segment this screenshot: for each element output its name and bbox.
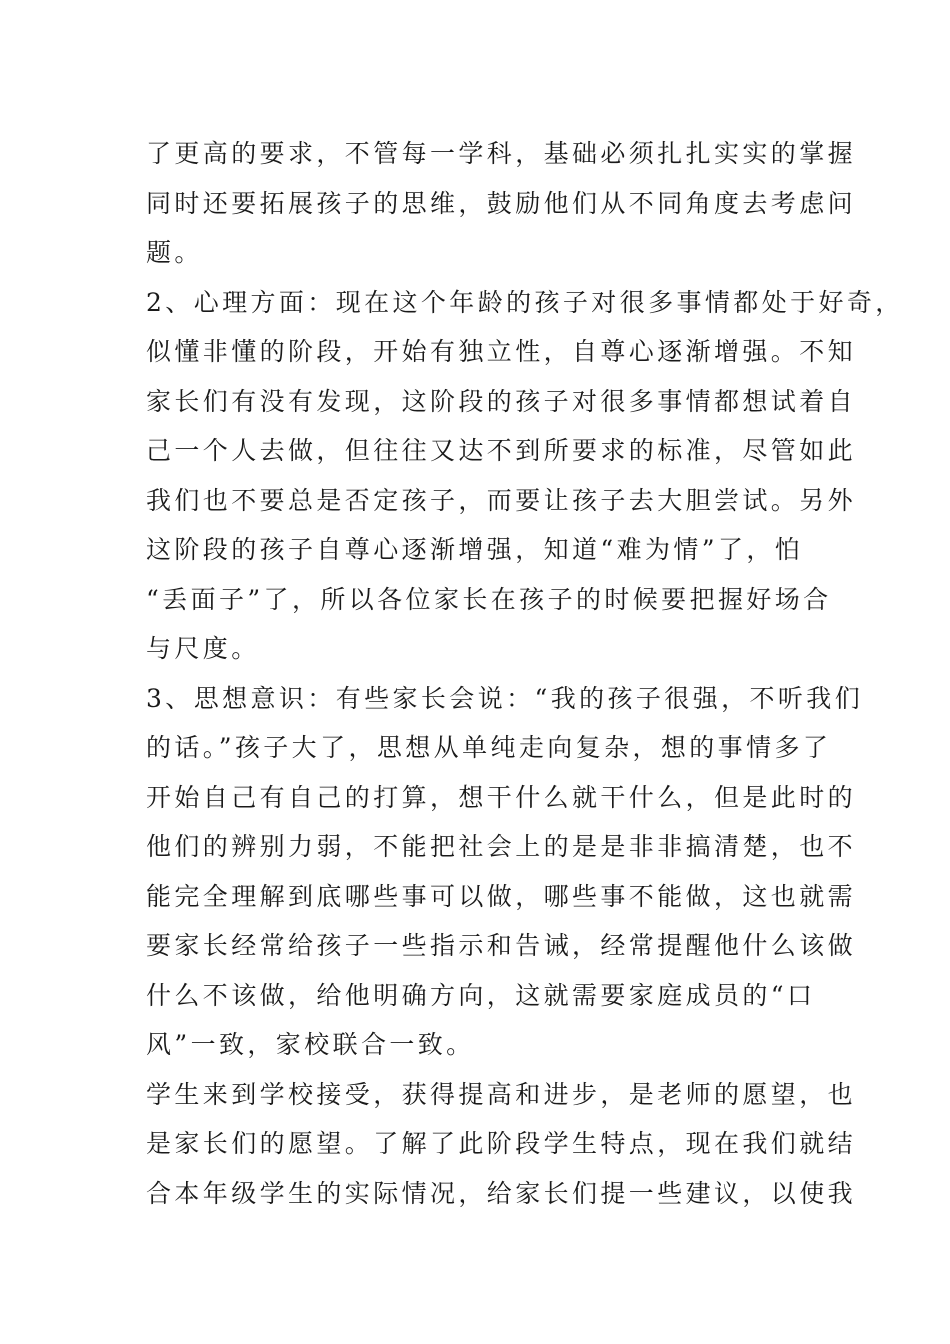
text-line: 什么不该做，给他明确方向，这就需要家庭成员的“口	[146, 980, 816, 1010]
text-line: 题。	[146, 238, 203, 267]
text-line: 我们也不要总是否定孩子，而要让孩子去大胆尝试。另外	[146, 485, 857, 515]
text-line: 的话。”孩子大了，思想从单纯走向复杂，想的事情多了	[146, 733, 832, 762]
text-line: 了更高的要求，不管每一学科，基础必须扎扎实实的掌握	[146, 139, 857, 168]
text-line: 3、思想意识：有些家长会说：“我的孩子很强，不听我们	[146, 683, 864, 713]
text-line: 学生来到学校接受，获得提高和进步，是老师的愿望，也	[146, 1079, 857, 1109]
text-line: 能完全理解到底哪些事可以做，哪些事不能做，这也就需	[146, 881, 857, 911]
text-line: 2、心理方面：现在这个年龄的孩子对很多事情都处于好奇，	[146, 287, 904, 317]
body-text	[146, 129, 904, 1218]
text-line: 风”一致，家校联合一致。	[146, 1030, 475, 1059]
text-line: 开始自己有自己的打算，想干什么就干什么，但是此时的	[146, 782, 857, 812]
text-line: 是家长们的愿望。了解了此阶段学生特点，现在我们就结	[146, 1129, 857, 1158]
text-line: 合本年级学生的实际情况，给家长们提一些建议，以使我	[146, 1178, 857, 1208]
text-line: “丢面子”了，所以各位家长在孩子的时候要把握好场合	[146, 584, 832, 614]
text-line: 家长们有没有发现，这阶段的孩子对很多事情都想试着自	[146, 386, 857, 416]
text-line: 同时还要拓展孩子的思维，鼓励他们从不同角度去考虑问	[146, 188, 857, 218]
text-line: 要家长经常给孩子一些指示和告诫，经常提醒他什么该做	[146, 931, 857, 960]
text-line: 与尺度。	[146, 634, 260, 663]
text-line: 似懂非懂的阶段，开始有独立性，自尊心逐渐增强。不知	[146, 337, 857, 366]
text-line: 这阶段的孩子自尊心逐渐增强，知道“难为情”了，怕	[146, 535, 804, 564]
text-line: 己一个人去做，但往往又达不到所要求的标准，尽管如此	[146, 436, 857, 465]
text-line: 他们的辨别力弱，不能把社会上的是是非非搞清楚，也不	[146, 832, 857, 861]
